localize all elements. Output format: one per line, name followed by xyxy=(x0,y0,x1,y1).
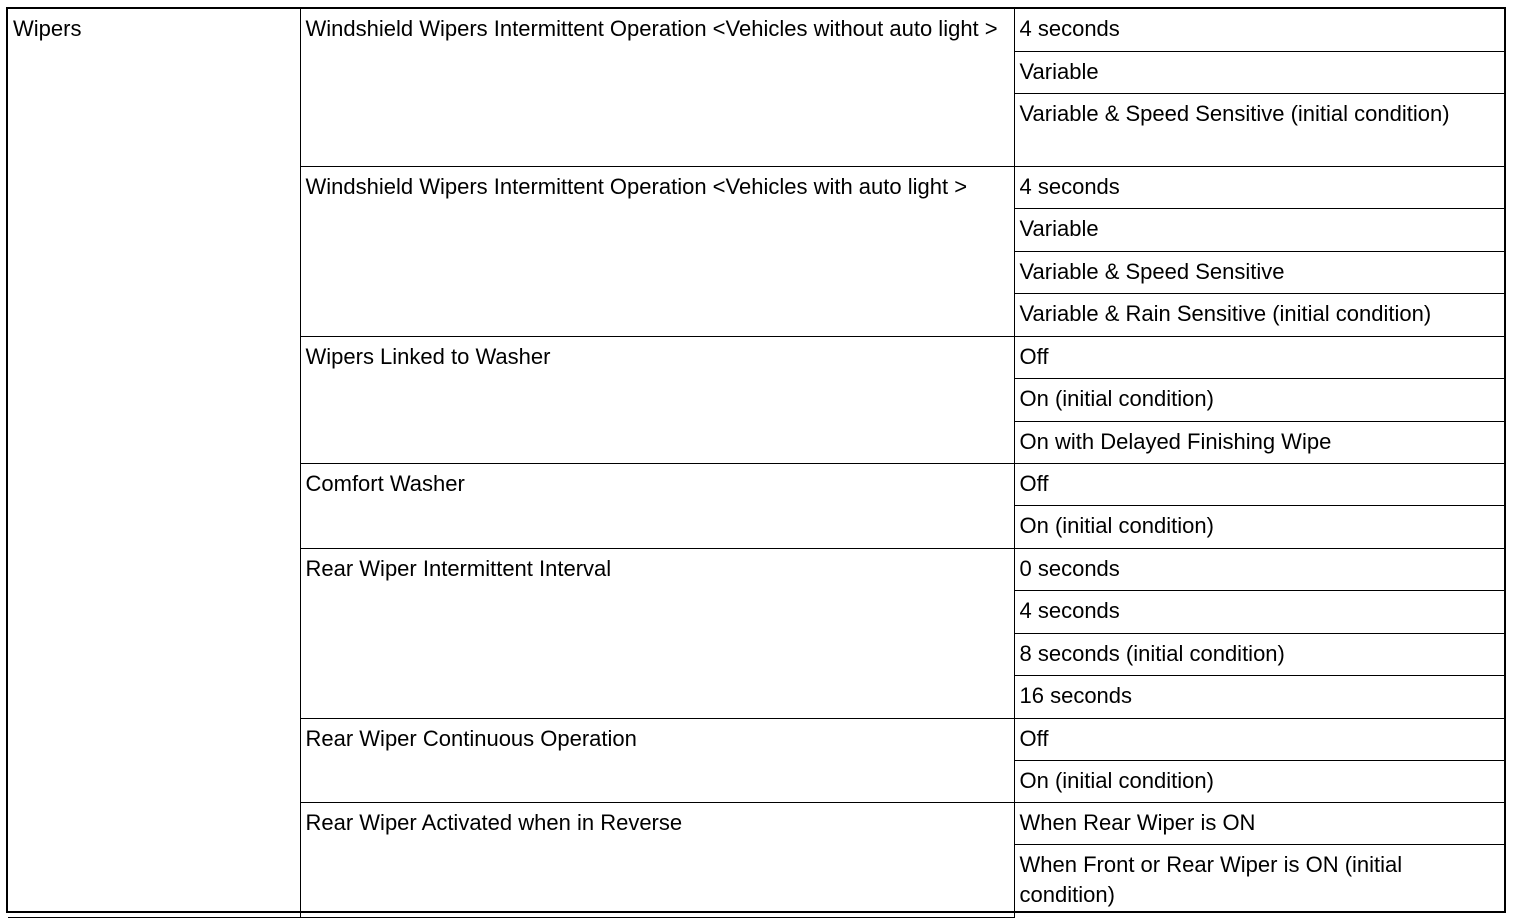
setting-option: When Front or Rear Wiper is ON (initial condition) xyxy=(1014,844,1504,917)
setting-option: Variable & Rain Sensitive (initial condition) xyxy=(1014,293,1504,336)
setting-option: 4 seconds xyxy=(1014,590,1504,633)
setting-option: 16 seconds xyxy=(1014,675,1504,718)
setting-name: Rear Wiper Activated when in Reverse xyxy=(300,802,1014,917)
setting-name: Windshield Wipers Intermittent Operation <Vehicles without auto light > xyxy=(300,9,1014,166)
wiper-settings-table xyxy=(8,9,1504,918)
setting-option: Variable & Speed Sensitive (initial condition) xyxy=(1014,93,1504,166)
setting-option: Variable xyxy=(1014,208,1504,251)
setting-option: 4 seconds xyxy=(1014,166,1504,208)
setting-option: 8 seconds (initial condition) xyxy=(1014,633,1504,675)
table-row xyxy=(8,9,1504,51)
setting-option: When Rear Wiper is ON xyxy=(1014,802,1504,844)
setting-option: On (initial condition) xyxy=(1014,760,1504,802)
setting-option: On (initial condition) xyxy=(1014,378,1504,421)
settings-table-frame xyxy=(6,7,1506,913)
setting-option: On (initial condition) xyxy=(1014,505,1504,548)
setting-option: 4 seconds xyxy=(1014,9,1504,51)
category-cell: Wipers xyxy=(8,9,300,917)
setting-name: Comfort Washer xyxy=(300,463,1014,548)
setting-name: Rear Wiper Intermittent Interval xyxy=(300,548,1014,718)
setting-option: Variable xyxy=(1014,51,1504,93)
setting-option: Off xyxy=(1014,336,1504,378)
setting-option: On with Delayed Finishing Wipe xyxy=(1014,421,1504,463)
setting-name: Rear Wiper Continuous Operation xyxy=(300,718,1014,802)
setting-name: Wipers Linked to Washer xyxy=(300,336,1014,463)
setting-option: 0 seconds xyxy=(1014,548,1504,590)
setting-name: Windshield Wipers Intermittent Operation <Vehicles with auto light > xyxy=(300,166,1014,336)
setting-option: Off xyxy=(1014,718,1504,760)
setting-option: Off xyxy=(1014,463,1504,505)
setting-option: Variable & Speed Sensitive xyxy=(1014,251,1504,293)
